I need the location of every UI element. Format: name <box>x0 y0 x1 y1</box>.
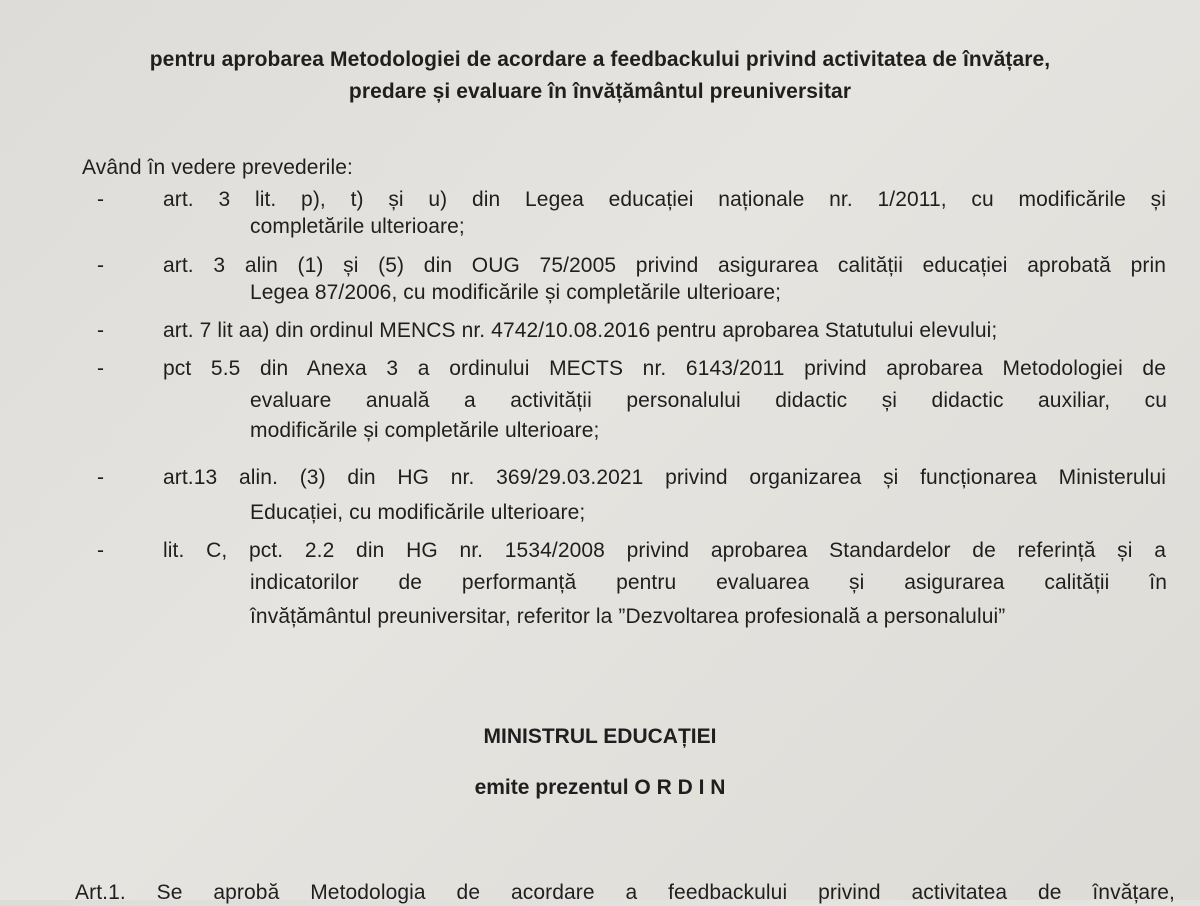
list-item-line: art. 3 lit. p), t) și u) din Legea educației naționale nr. 1/2011, cu modificările și <box>163 188 1166 211</box>
intro-text: Având în vedere prevederile: <box>82 156 353 179</box>
list-item-line: pct 5.5 din Anexa 3 a ordinului MECTS nr. 6143/2011 privind aprobarea Metodologiei de <box>163 357 1166 380</box>
list-bullet: - <box>97 539 104 562</box>
list-bullet: - <box>97 188 104 211</box>
list-item-line: lit. C, pct. 2.2 din HG nr. 1534/2008 privind aprobarea Standardelor de referință și a <box>163 539 1166 562</box>
list-bullet: - <box>97 254 104 277</box>
document-title-line-1: pentru aprobarea Metodologiei de acordare a feedbackului privind activitatea de învățare, <box>149 48 1051 71</box>
list-item-line: art. 3 alin (1) și (5) din OUG 75/2005 privind asigurarea calității educației aprobată prin <box>163 254 1166 277</box>
list-bullet: - <box>97 319 104 342</box>
document-title-line-2: predare și evaluare în învățământul preuniversitar <box>348 80 852 103</box>
list-item-line: Legea 87/2006, cu modificările și completările ulterioare; <box>250 281 782 304</box>
article-1-line: Art.1. Se aprobă Metodologia de acordare a feedbackului privind activitatea de învățare, <box>75 881 1175 904</box>
list-item-line: indicatorilor de performanță pentru evaluarea și asigurarea calității în <box>250 571 1167 594</box>
list-bullet: - <box>97 357 104 380</box>
list-item-line: Educației, cu modificările ulterioare; <box>250 501 586 524</box>
list-bullet: - <box>97 466 104 489</box>
list-item-line: învățământul preuniversitar, referitor la ”Dezvoltarea profesională a personalului” <box>250 605 1006 628</box>
ministry-heading: MINISTRUL EDUCAȚIEI <box>483 725 717 748</box>
list-item-line: completările ulterioare; <box>250 215 465 238</box>
list-item-line: art. 7 lit aa) din ordinul MENCS nr. 4742/10.08.2016 pentru aprobarea Statutului elevului; <box>163 319 998 342</box>
order-heading: emite prezentul O R D I N <box>474 776 726 799</box>
list-item-line: art.13 alin. (3) din HG nr. 369/29.03.2021 privind organizarea și funcționarea Ministerului <box>163 466 1166 489</box>
list-item-line: modificările și completările ulterioare; <box>250 419 600 442</box>
list-item-line: evaluare anuală a activității personalului didactic și didactic auxiliar, cu <box>250 389 1167 412</box>
